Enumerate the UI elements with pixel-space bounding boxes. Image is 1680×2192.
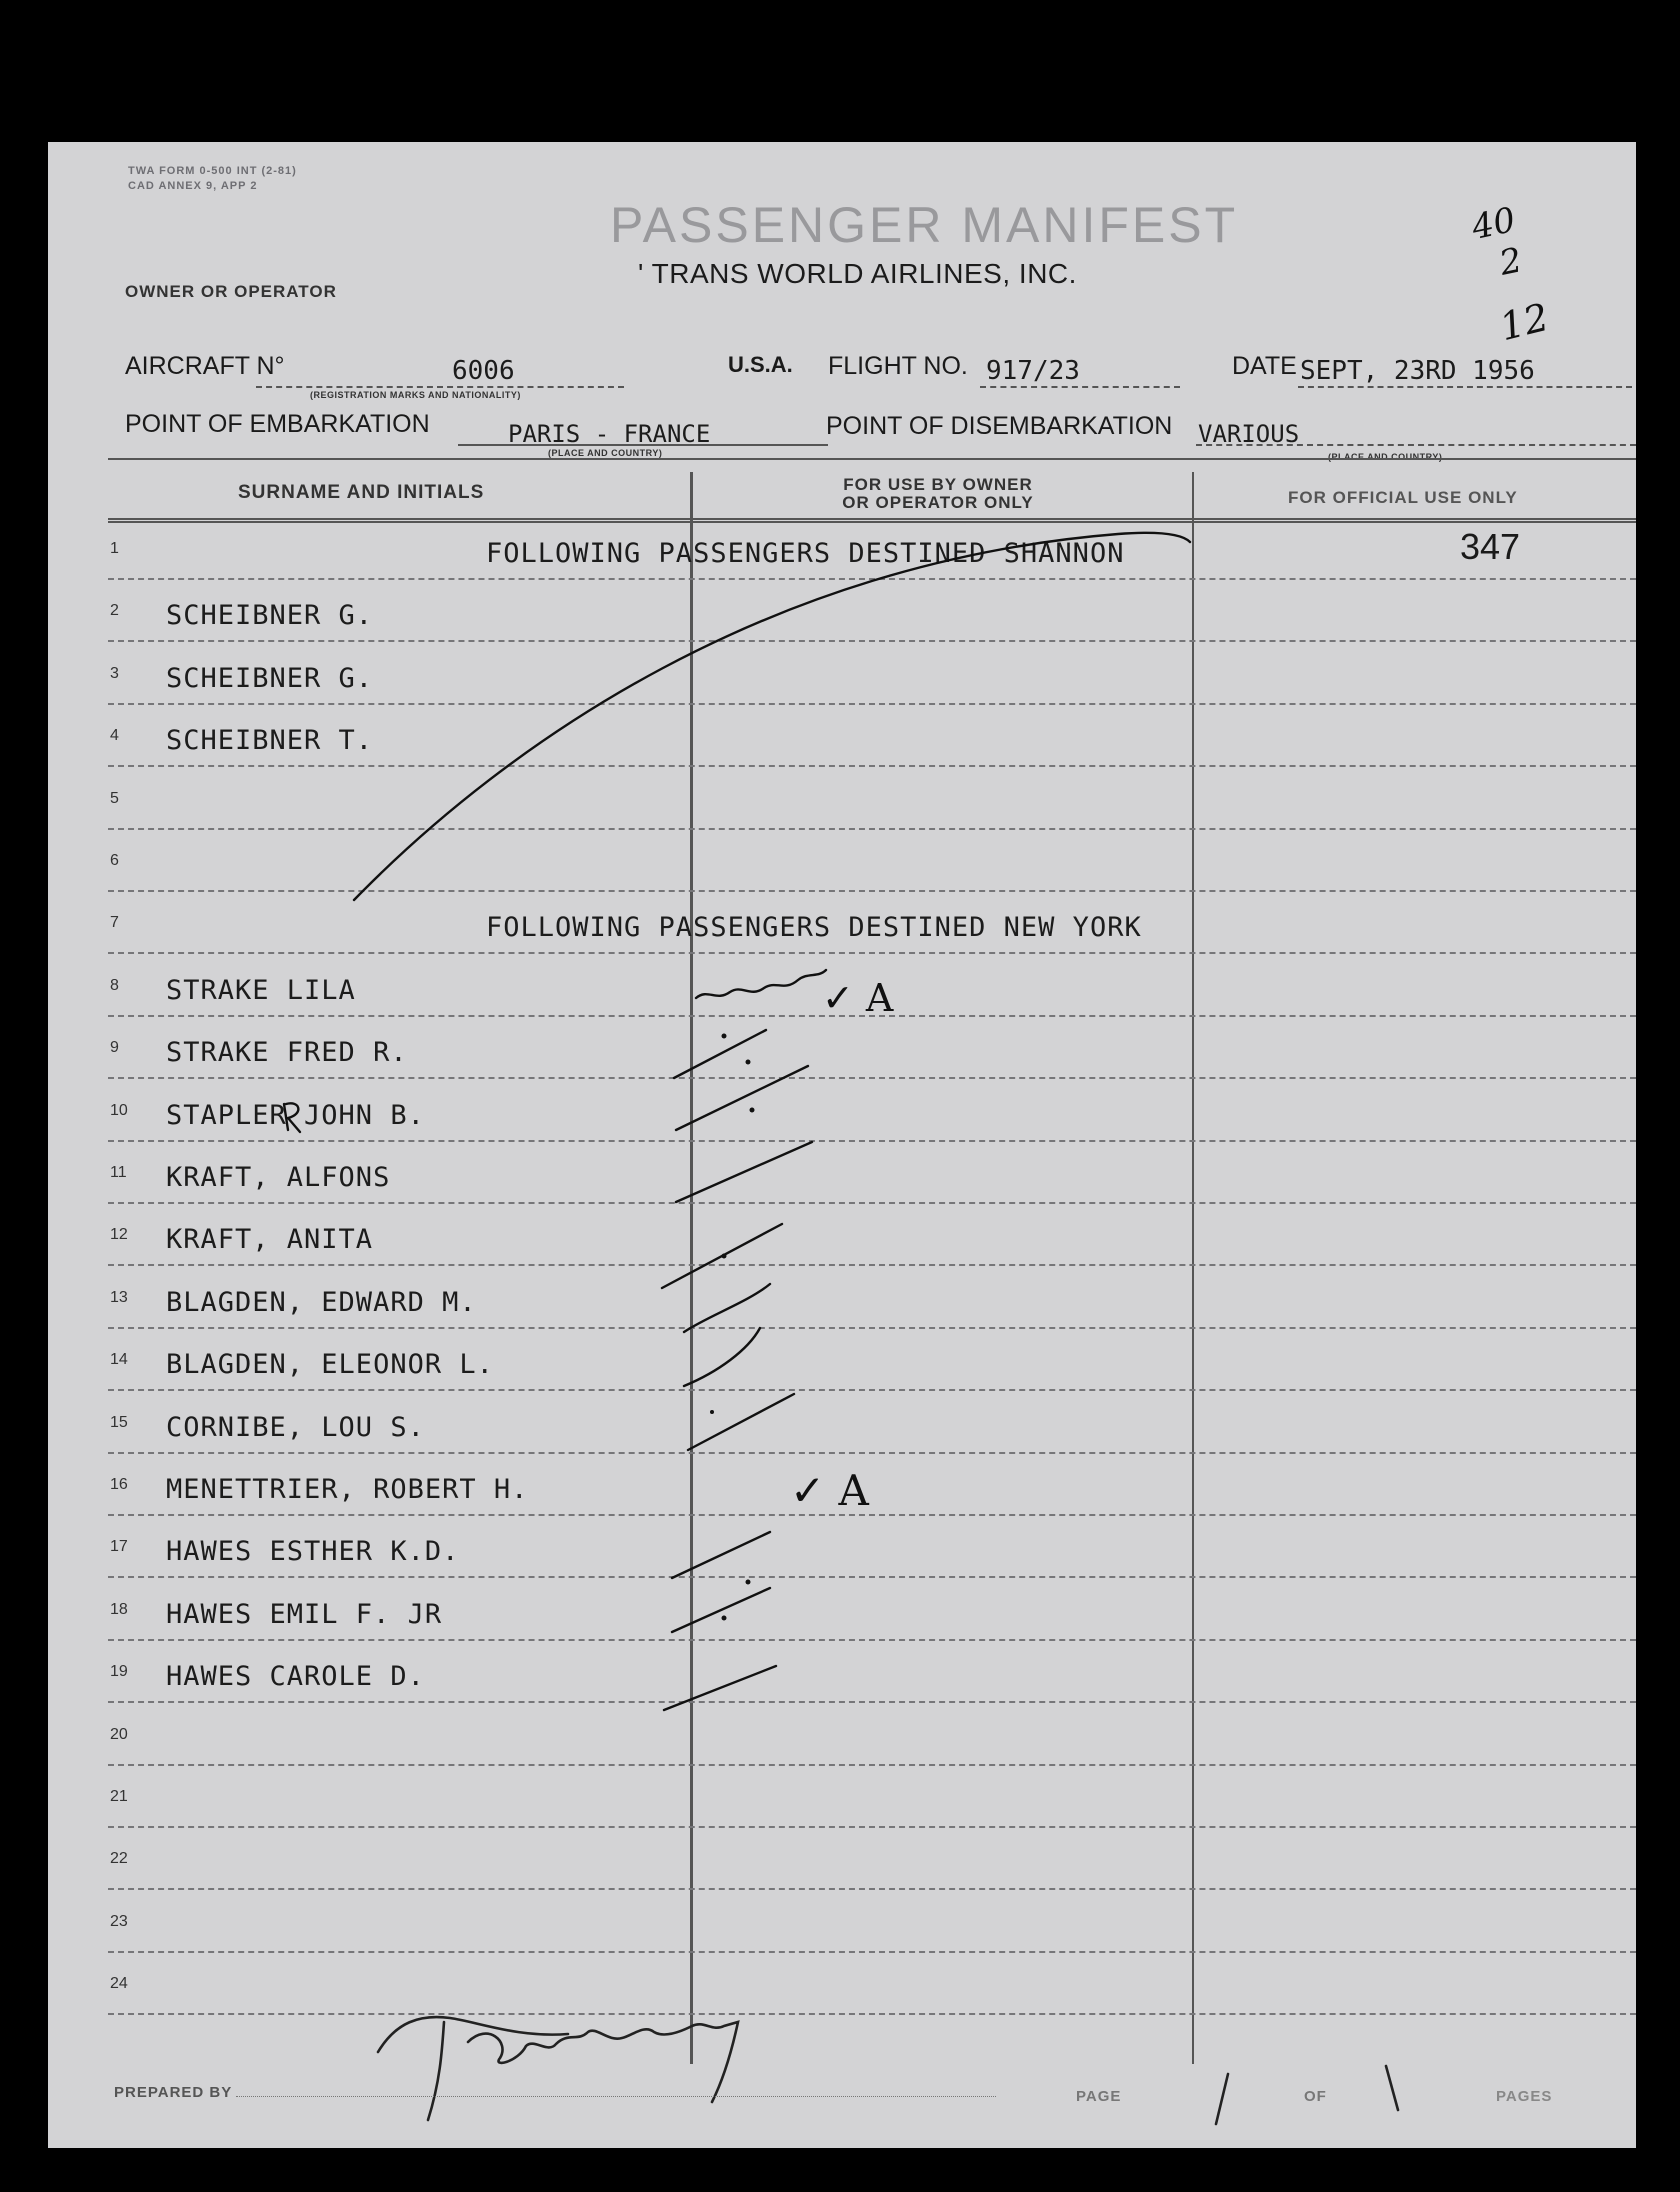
row-number: 10 (110, 1101, 128, 1119)
aircraft-number: 6006 (452, 356, 515, 386)
date-value: SEPT, 23RD 1956 (1300, 356, 1535, 386)
official-use-number: 347 (1460, 526, 1521, 567)
pages-label: PAGES (1496, 2088, 1553, 2105)
page-label: PAGE (1076, 2088, 1122, 2105)
row-number: 15 (110, 1413, 128, 1431)
disembarkation-label: POINT OF DISEMBARKATION (826, 412, 1173, 440)
row-number: 2 (110, 602, 119, 620)
corner-note-bottom: 12 (1495, 294, 1553, 350)
row-number: 6 (110, 852, 119, 869)
disembarkation-caption: (PLACE AND COUNTRY) (1328, 452, 1443, 462)
row8-check-mark: ✓ A (822, 976, 894, 1020)
row19-slash (664, 1666, 776, 1710)
passenger-name: KRAFT, ANITA (166, 1224, 374, 1256)
passenger-name: STAPLER JOHN B. (166, 1099, 425, 1131)
row-number: 7 (110, 914, 119, 932)
flight-label: FLIGHT NO. (828, 352, 968, 380)
row15-slash (688, 1394, 794, 1450)
row18-slash (672, 1588, 770, 1632)
corner-note-middle: 2 (1496, 240, 1526, 284)
of-stroke (1386, 2066, 1398, 2110)
row17-slash (672, 1532, 770, 1578)
country-label: U.S.A. (728, 352, 793, 377)
row-number: 21 (110, 1788, 128, 1805)
row-number: 14 (110, 1351, 128, 1369)
form-code: TWA FORM 0-500 INT (2-81) CAD ANNEX 9, APP 2 (128, 165, 297, 192)
row-number: 19 (110, 1663, 128, 1681)
owner-label: OWNER OR OPERATOR (125, 282, 337, 301)
row-number: 20 (110, 1725, 128, 1743)
row-number: 9 (110, 1039, 119, 1057)
embarkation-value: PARIS - FRANCE (508, 420, 711, 448)
row13-slash (684, 1284, 770, 1332)
row-number: 18 (110, 1600, 128, 1618)
registration-caption: (REGISTRATION MARKS AND NATIONALITY) (310, 390, 521, 400)
destination-heading: FOLLOWING PASSENGERS DESTINED SHANNON (486, 538, 1125, 569)
of-label: OF (1304, 2088, 1327, 2105)
row-number: 4 (110, 727, 119, 745)
passenger-name: SCHEIBNER G. (166, 662, 374, 694)
row8-scribble (696, 970, 826, 998)
passenger-name: HAWES EMIL F. JR (166, 1598, 443, 1630)
row-number: 12 (110, 1226, 128, 1244)
aircraft-label: AIRCRAFT N° (125, 352, 285, 380)
company-name: ' TRANS WORLD AIRLINES, INC. (638, 258, 1077, 289)
row-number: 3 (110, 664, 119, 682)
passenger-name: STRAKE LILA (166, 974, 356, 1006)
row-number: 13 (110, 1288, 128, 1306)
row-number: 23 (110, 1912, 128, 1930)
row-number: 8 (110, 976, 119, 994)
embarkation-label: POINT OF EMBARKATION (125, 410, 430, 438)
passenger-name: CORNIBE, LOU S. (166, 1411, 425, 1443)
column-header-surname: SURNAME AND INITIALS (238, 482, 485, 503)
row-number: 22 (110, 1850, 128, 1868)
passenger-name: HAWES CAROLE D. (166, 1661, 425, 1693)
passenger-name: BLAGDEN, ELEONOR L. (166, 1349, 494, 1381)
row-number: 24 (110, 1975, 128, 1993)
handwritten-strokes (48, 142, 1636, 2148)
passenger-name: BLAGDEN, EDWARD M. (166, 1286, 477, 1318)
passenger-name: MENETTRIER, ROBERT H. (166, 1474, 529, 1505)
passenger-name: STRAKE FRED R. (166, 1037, 408, 1069)
row11-slash (676, 1142, 812, 1202)
signature-scribble (378, 2017, 738, 2120)
page-stroke (1216, 2074, 1228, 2124)
row-number: 5 (110, 789, 119, 807)
disembarkation-value: VARIOUS (1198, 420, 1300, 448)
destination-heading: FOLLOWING PASSENGERS DESTINED NEW YORK (486, 912, 1142, 944)
corner-note-top: 40 (1468, 199, 1519, 249)
flight-number: 917/23 (986, 356, 1080, 386)
stapler-r-mark (284, 1103, 300, 1132)
prepared-by-label: PREPARED BY (114, 2084, 996, 2101)
date-label: DATE (1232, 352, 1297, 380)
row9-slash (674, 1030, 766, 1078)
row-number: 16 (110, 1476, 128, 1493)
row14-slash (684, 1328, 760, 1386)
manifest-sheet (48, 142, 1636, 2148)
passenger-name: KRAFT, ALFONS (166, 1162, 391, 1193)
page-value (1248, 2068, 1260, 2094)
passenger-name: SCHEIBNER T. (166, 725, 374, 757)
row10-slash (676, 1066, 808, 1130)
row-number: 1 (110, 540, 119, 557)
passenger-name: HAWES ESTHER K.D. (166, 1536, 460, 1568)
of-value (1408, 2068, 1420, 2094)
shannon-strike-curve (354, 533, 1190, 900)
column-header-owner: FOR USE BY OWNER OR OPERATOR ONLY (842, 475, 1034, 512)
passenger-name: SCHEIBNER G. (166, 600, 374, 632)
row16-check-mark: ✓ A (790, 1466, 869, 1515)
embarkation-caption: (PLACE AND COUNTRY) (548, 448, 663, 458)
column-header-official: FOR OFFICIAL USE ONLY (1288, 488, 1518, 507)
document-title: PASSENGER MANIFEST (610, 197, 1239, 253)
row-number: 17 (110, 1538, 128, 1556)
row-number: 11 (110, 1164, 127, 1181)
